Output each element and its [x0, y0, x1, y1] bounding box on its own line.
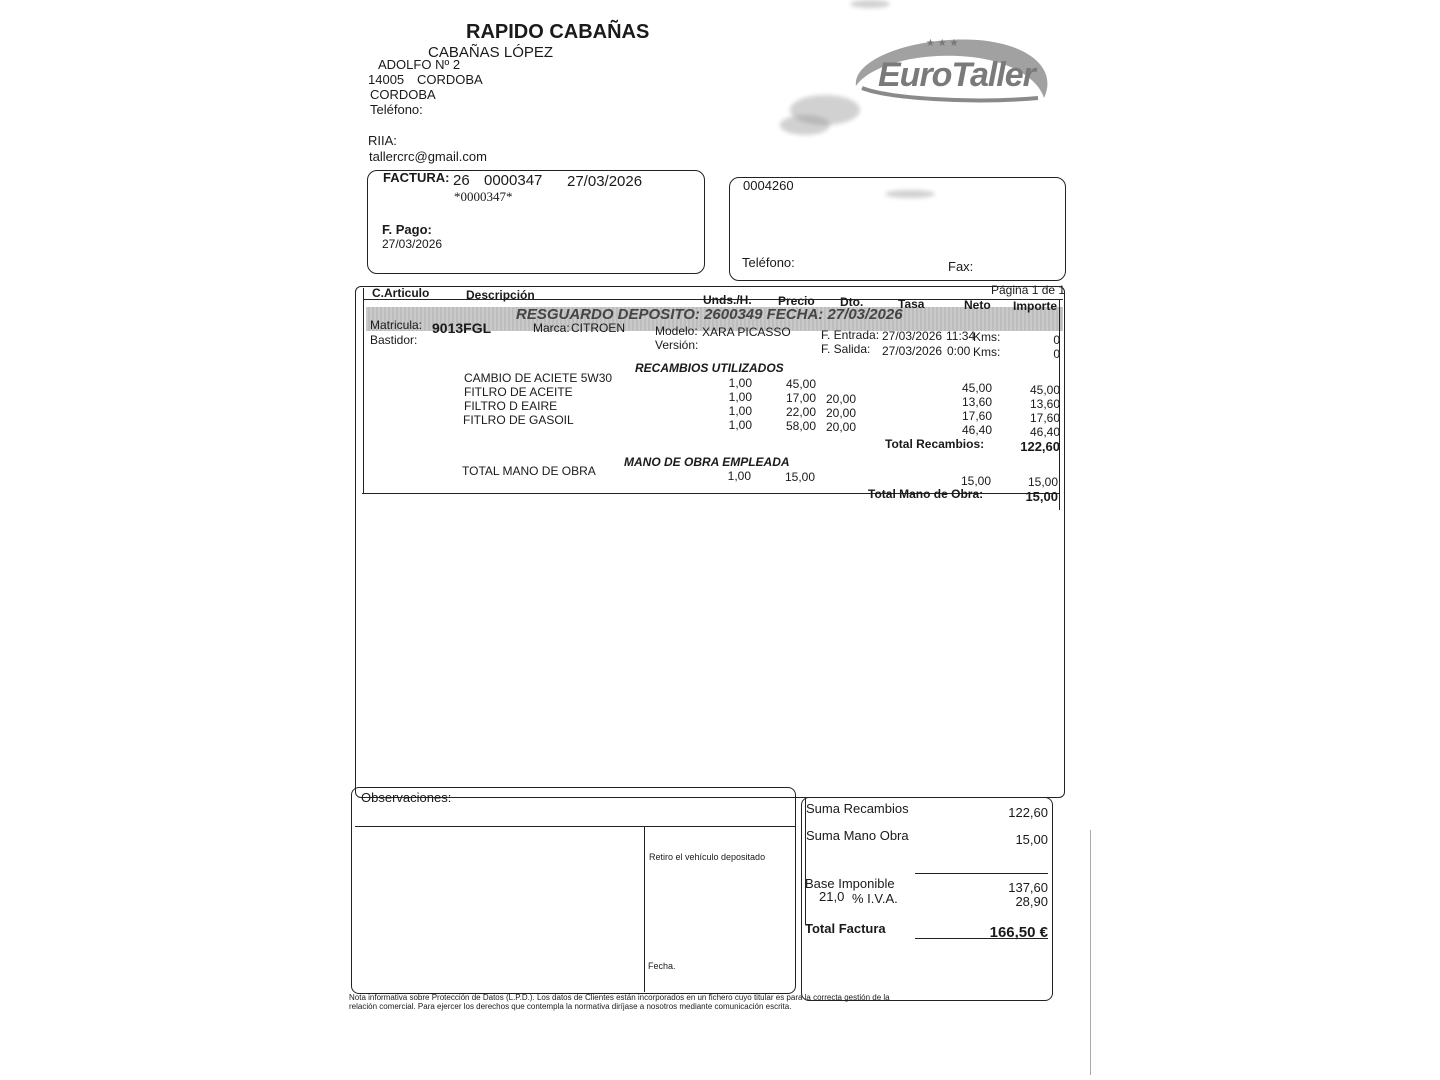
- total-invoice-label: Total Factura: [805, 921, 886, 936]
- col-price: Precio: [778, 294, 815, 308]
- labour-units: 1,00: [727, 469, 751, 483]
- labour-net: 15,00: [960, 474, 991, 488]
- part-amount: 46,40: [1029, 425, 1060, 439]
- client-phone-label: Teléfono:: [742, 255, 795, 270]
- vat-label: % I.V.A.: [852, 891, 898, 906]
- vat-rate: 21,0: [819, 889, 845, 904]
- client-fax-label: Fax:: [948, 259, 974, 274]
- part-price: 22,00: [785, 405, 816, 419]
- part-dto: 20,00: [825, 420, 856, 434]
- exit-label: F. Salida:: [821, 342, 871, 356]
- observations-box: [351, 787, 796, 994]
- company-name: RAPIDO CABAÑAS: [466, 21, 650, 43]
- pay-label: F. Pago:: [382, 222, 432, 237]
- eurotaller-logo: [848, 28, 1060, 106]
- company-city: CORDOBA: [417, 72, 483, 87]
- sum-labour: 15,00: [1015, 832, 1048, 847]
- page-indicator: Página 1 de 1: [991, 283, 1066, 297]
- col-amount: Importe: [1013, 299, 1058, 313]
- scan-edge: [1090, 830, 1091, 1075]
- invoice-barcode-text: *0000347*: [454, 189, 513, 204]
- parts-total-label: Total Recambios:: [885, 437, 985, 451]
- pickup-date-label: Fecha.: [648, 961, 676, 971]
- part-net: 17,60: [961, 409, 992, 423]
- part-dto: 20,00: [825, 392, 856, 406]
- part-price: 45,00: [785, 377, 816, 391]
- entry-kms-label: Kms:: [973, 330, 1001, 344]
- col-discount: Dto.: [840, 295, 864, 309]
- part-net: 45,00: [961, 381, 992, 395]
- part-units: 1,00: [728, 418, 752, 432]
- labour-price: 15,00: [784, 470, 815, 484]
- tax-base: 137,60: [1008, 880, 1048, 895]
- make-label: Marca:: [533, 321, 570, 335]
- invoice-label: FACTURA:: [383, 170, 450, 185]
- logo-stars-icon: ★ ★ ★: [926, 38, 959, 49]
- vat-amount: 28,90: [1015, 894, 1048, 909]
- pay-date: 27/03/2026: [382, 237, 443, 251]
- part-desc: FITLRO DE GASOIL: [463, 413, 574, 427]
- labour-amount: 15,00: [1027, 475, 1058, 489]
- client-code: 0004260: [743, 178, 794, 193]
- parts-total: 122,60: [1020, 439, 1060, 454]
- part-units: 1,00: [728, 404, 752, 418]
- company-riia-label: RIIA:: [368, 133, 397, 148]
- part-amount: 13,60: [1029, 397, 1060, 411]
- part-price: 17,00: [785, 391, 816, 405]
- entry-date: 27/03/2026: [882, 329, 943, 343]
- labour-desc: TOTAL MANO DE OBRA: [462, 464, 596, 478]
- company-owner: CABAÑAS LÓPEZ: [428, 44, 554, 61]
- part-desc: CAMBIO DE ACIETE 5W30: [464, 371, 613, 385]
- labour-title: MANO DE OBRA EMPLEADA: [624, 455, 790, 469]
- total-invoice: 166,50 €: [989, 924, 1048, 941]
- privacy-note-line2: relación comercial. Para ejercer los derechos que contempla la normativa diríjase a nosotros mediante comunicación escrita.: [349, 1002, 792, 1011]
- parts-title: RECAMBIOS UTILIZADOS: [635, 361, 784, 375]
- version-label: Versión:: [655, 338, 699, 352]
- part-desc: FILTRO D EAIRE: [464, 399, 558, 413]
- sum-labour-label: Suma Mano Obra: [806, 828, 909, 843]
- company-street: ADOLFO Nº 2: [378, 57, 461, 72]
- part-price: 58,00: [785, 419, 816, 433]
- observations-label: Observaciones:: [361, 790, 452, 805]
- col-article: C.Articulo: [372, 286, 430, 300]
- part-units: 1,00: [728, 376, 752, 390]
- entry-label: F. Entrada:: [821, 328, 880, 342]
- col-description: Descripción: [466, 288, 535, 302]
- model-value: XARA PICASSO: [702, 325, 791, 339]
- part-dto: 20,00: [825, 406, 856, 420]
- invoice-series: 26: [453, 172, 470, 189]
- logo-text: EuroTaller: [878, 56, 1035, 94]
- plate-label: Matricula:: [370, 318, 423, 332]
- part-amount: 45,00: [1029, 383, 1060, 397]
- part-units: 1,00: [728, 390, 752, 404]
- chassis-label: Bastidor:: [370, 333, 418, 347]
- company-province: CORDOBA: [370, 87, 436, 102]
- invoice-number: 0000347: [484, 172, 543, 189]
- part-net: 46,40: [961, 423, 992, 437]
- exit-date: 27/03/2026: [882, 344, 943, 358]
- tax-base-label: Base Imponible: [805, 876, 895, 891]
- col-rate: Tasa: [898, 297, 925, 311]
- model-label: Modelo:: [655, 324, 698, 338]
- part-amount: 17,60: [1029, 411, 1060, 425]
- pickup-label: Retiro el vehículo depositado: [649, 852, 766, 862]
- company-email: tallercrc@gmail.com: [369, 149, 487, 164]
- exit-kms-label: Kms:: [973, 345, 1001, 359]
- part-desc: FITLRO DE ACEITE: [464, 385, 573, 399]
- sum-parts: 122,60: [1008, 805, 1048, 820]
- make-value: CITROEN: [571, 321, 625, 335]
- exit-time: 0:00: [947, 344, 971, 358]
- col-units: Unds./H.: [703, 293, 752, 307]
- deposit-banner: RESGUARDO DEPOSITO: 2600349 FECHA: 27/03/2026: [516, 306, 903, 323]
- entry-kms: 0: [1053, 333, 1060, 347]
- exit-kms: 0: [1053, 347, 1060, 361]
- privacy-note-line1: Nota informativa sobre Protección de Datos (L.P.D.). Los datos de Clientes están incorporados en un fichero cuyo titular es para la correcta gestión de la: [349, 993, 890, 1002]
- plate-value: 9013FGL: [432, 320, 492, 336]
- col-net: Neto: [964, 298, 991, 312]
- part-net: 13,60: [961, 395, 992, 409]
- labour-total: 15,00: [1025, 489, 1058, 504]
- company-phone-label: Teléfono:: [370, 102, 423, 117]
- labour-total-label: Total Mano de Obra:: [868, 487, 984, 501]
- entry-time: 11:34: [946, 329, 976, 343]
- company-postal: 14005: [368, 72, 405, 87]
- invoice-date: 27/03/2026: [567, 173, 643, 190]
- sum-parts-label: Suma Recambios: [806, 801, 909, 816]
